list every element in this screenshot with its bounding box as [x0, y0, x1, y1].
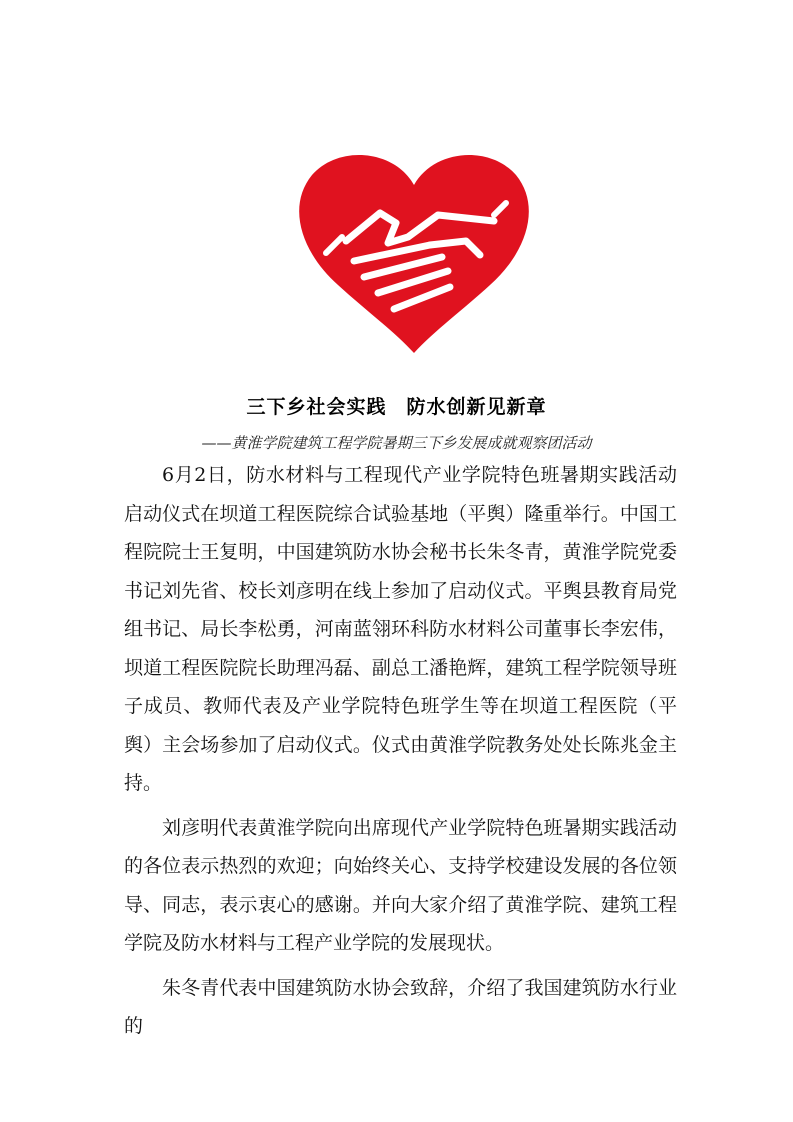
heart-handshake-logo [298, 145, 530, 355]
heart-shape [299, 155, 529, 353]
article-title: 三下乡社会实践 防水创新见新章 [246, 396, 547, 418]
heart-handshake-icon [298, 145, 530, 355]
paragraph-3: 朱冬青代表中国建筑防水协会致辞，介绍了我国建筑防水行业的 [124, 976, 677, 1037]
article-body [124, 456, 677, 1052]
paragraph-2: 刘彦明代表黄淮学院向出席现代产业学院特色班暑期实践活动的各位表示热烈的欢迎；向始终关心、支持学校建设发展的各位领导、同志，表示衷心的感谢。并向大家介绍了黄淮学院、建筑工程学院及防水材料与工程产业学院的发展现状。 [124, 816, 677, 954]
article-subtitle: ——黄淮学院建筑工程学院暑期三下乡发展成就观察团活动 [201, 434, 592, 452]
paragraph-1: 6月2日，防水材料与工程现代产业学院特色班暑期实践活动启动仪式在坝道工程医院综合试验基地（平舆）隆重举行。中国工程院院士王复明，中国建筑防水协会秘书长朱冬青，黄淮学院党委书记刘先省、校长刘彦明在线上参加了启动仪式。平舆县教育局党组书记、局长李松勇，河南蓝翎环科防水材料公司董事长李宏伟，坝道工程医院院长助理冯磊、副总工潘艳辉，建筑工程学院领导班子成员、教师代表及产业学院特色班学生等在坝道工程医院（平舆）主会场参加了启动仪式。仪式由黄淮学院教务处处长陈兆金主持。 [124, 464, 677, 794]
